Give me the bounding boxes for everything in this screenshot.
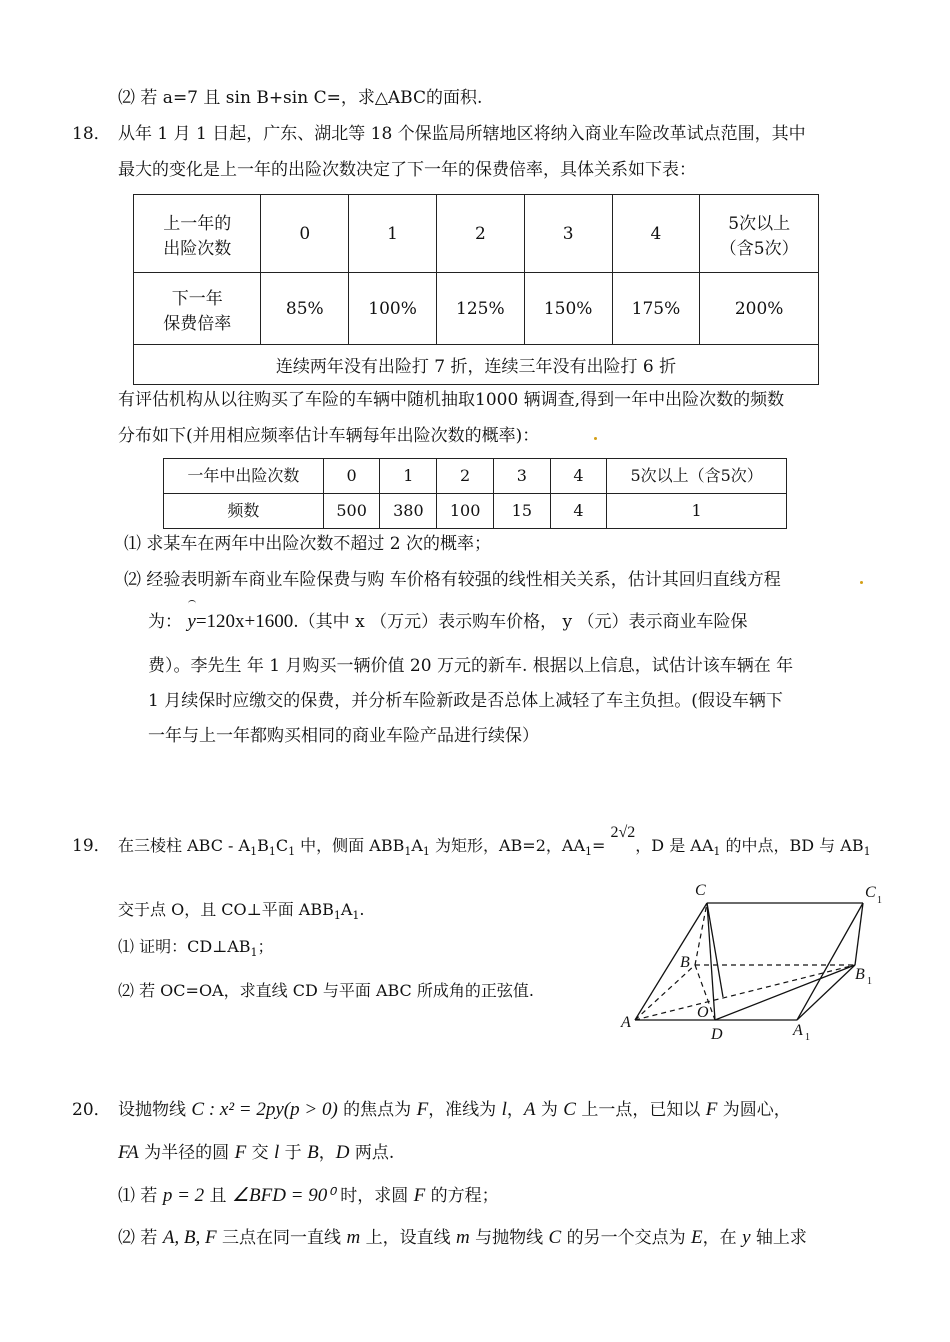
regression-equation: =120x+1600	[195, 611, 294, 632]
q18-part2-line3: 费）。李先生 年 1 月购买一辆价值 20 万元的新车. 根据以上信息，试估计该车辆在 年	[148, 656, 794, 676]
marker-dot	[594, 437, 597, 440]
table1-row2-header: 下一年 保费倍率	[134, 273, 261, 345]
table1-cell: 200%	[700, 273, 819, 345]
segment-CO	[707, 903, 723, 997]
label-O: O	[697, 1004, 709, 1021]
table1-note: 连续两年没有出险打 7 折，连续三年没有出险打 6 折	[134, 345, 819, 385]
table1-cell: 1	[349, 195, 437, 273]
table2-head: 3	[494, 459, 551, 494]
table2-cell: 100	[437, 494, 494, 529]
table1-row1-header: 上一年的 出险次数	[134, 195, 261, 273]
table1-cell: 100%	[349, 273, 437, 345]
regression-equation-yhat: y	[187, 611, 196, 632]
table1-cell: 150%	[524, 273, 612, 345]
q18-part2-line5: 一年与上一年都购买相同的商业车险产品进行续保）	[148, 726, 539, 746]
aa1-value: 2√2	[610, 824, 636, 841]
label-B1-sub: 1	[867, 976, 872, 987]
table2-head: 0	[323, 459, 380, 494]
edge-B1C1	[855, 903, 863, 965]
table2-head: 2	[437, 459, 494, 494]
q18-number: 18．	[72, 124, 111, 144]
q20-line1: 设抛物线 C : x² = 2py(p > 0) 的焦点为 F，准线为 l，A 为 C 上一点，已知以 F 为圆心，	[118, 1099, 791, 1120]
q19-part1: ⑴ 证明：$CD\perp AB_1$；	[118, 937, 274, 960]
label-B: B	[680, 954, 690, 971]
table1-cell: 4	[612, 195, 700, 273]
q20-part2: ⑵ 若 A, B, F 三点在同一直线 m 上，设直线 m 与抛物线 C 的另一个交点为 E，在 y 轴上求	[118, 1227, 807, 1248]
table2-head: 4	[550, 459, 607, 494]
label-A1-sub: 1	[805, 1032, 810, 1043]
parabola-equation: C : x² = 2py(p > 0)	[191, 1099, 338, 1120]
segment-AB1-dashed	[635, 965, 855, 1020]
q19-number: 19．	[72, 836, 111, 856]
label-C1-sub: 1	[877, 895, 882, 906]
q18-intro-line1: 从年 1 月 1 日起，广东、湖北等 18 个保监局所辖地区将纳入商业车险改革试点范围，其中	[118, 124, 806, 144]
table2-cell: 频数	[164, 494, 324, 529]
table2-cell: 500	[323, 494, 380, 529]
segment-DB1	[715, 965, 855, 1020]
q18-part2-line1: ⑵ 经验表明新车商业车险保费与购 车价格有较强的线性相关关系，估计其回归直线方程	[124, 570, 781, 590]
table2-cell: 380	[380, 494, 437, 529]
q19-line1: 在三棱柱 ABC - $A_1B_1C_1$ 中，侧面 $ABB_1A_1$ 为矩形，AB=2，$AA_1= 2√2$，D 是 $AA_1$ 的中点，BD 与 $AB_1$	[118, 824, 871, 859]
table1-cell: 0	[261, 195, 349, 273]
table2-cell: 1	[607, 494, 787, 529]
edge-A1B1	[797, 965, 855, 1020]
q18-part2-line4: 1 月续保时应缴交的保费，并分析车险新政是否总体上减轻了车主负担。(假设车辆下	[148, 691, 783, 711]
q18-part2-line2: 为： y=120x+1600.（其中 x （万元）表示购车价格， y （元）表示商业车险保	[148, 611, 748, 632]
edge-A1C1	[797, 903, 863, 1020]
q20-part1: ⑴ 若 p = 2 且 ∠BFD = 90⁰ 时，求圆 F 的方程；	[118, 1185, 499, 1206]
q18-survey-line1: 有评估机构从以往购买了车险的车辆中随机抽取1000 辆调查,得到一年中出险次数的频数	[118, 390, 785, 410]
table2-cell: 4	[550, 494, 607, 529]
label-B1: B	[855, 966, 865, 983]
edge-AB-dashed	[635, 965, 695, 1020]
table1-cell: 85%	[261, 273, 349, 345]
table2-head: 一年中出险次数	[164, 459, 324, 494]
q19-line2: 交于点 O，且 CO⊥平面 $ABB_1A_1$.	[118, 900, 365, 923]
table2-head: 5次以上（含5次）	[607, 459, 787, 494]
label-C1: C	[865, 884, 876, 901]
table1-cell: 3	[524, 195, 612, 273]
label-A1: A	[793, 1022, 803, 1039]
marker-dot	[860, 581, 863, 584]
q18-part1: ⑴ 求某车在两年中出险次数不超过 2 次的概率；	[124, 534, 492, 554]
label-C: C	[695, 882, 706, 899]
prism-figure	[615, 875, 890, 1050]
frequency-table	[163, 458, 787, 529]
q19-part2: ⑵ 若 OC=OA，求直线 CD 与平面 ABC 所成角的正弦值.	[118, 981, 534, 1000]
table1-cell-last: 5次以上 （含5次）	[700, 195, 819, 273]
label-D: D	[711, 1026, 723, 1043]
table2-cell: 15	[494, 494, 551, 529]
q20-number: 20．	[72, 1100, 111, 1120]
q17-part2: ⑵ 若 a=7 且 sin B+sin C=，求△ABC的面积.	[118, 88, 483, 108]
q20-line2: FA 为半径的圆 F 交 l 于 B，D 两点.	[118, 1142, 395, 1163]
table2-head: 1	[380, 459, 437, 494]
table1-cell: 125%	[436, 273, 524, 345]
q18-survey-line2: 分布如下(并用相应频率估计车辆每年出险次数的概率)：	[118, 426, 540, 446]
table1-cell: 175%	[612, 273, 700, 345]
q18-intro-line2: 最大的变化是上一年的出险次数决定了下一年的保费倍率，具体关系如下表：	[118, 160, 696, 180]
premium-rate-table	[133, 194, 819, 385]
table1-cell: 2	[436, 195, 524, 273]
label-A: A	[621, 1014, 631, 1031]
